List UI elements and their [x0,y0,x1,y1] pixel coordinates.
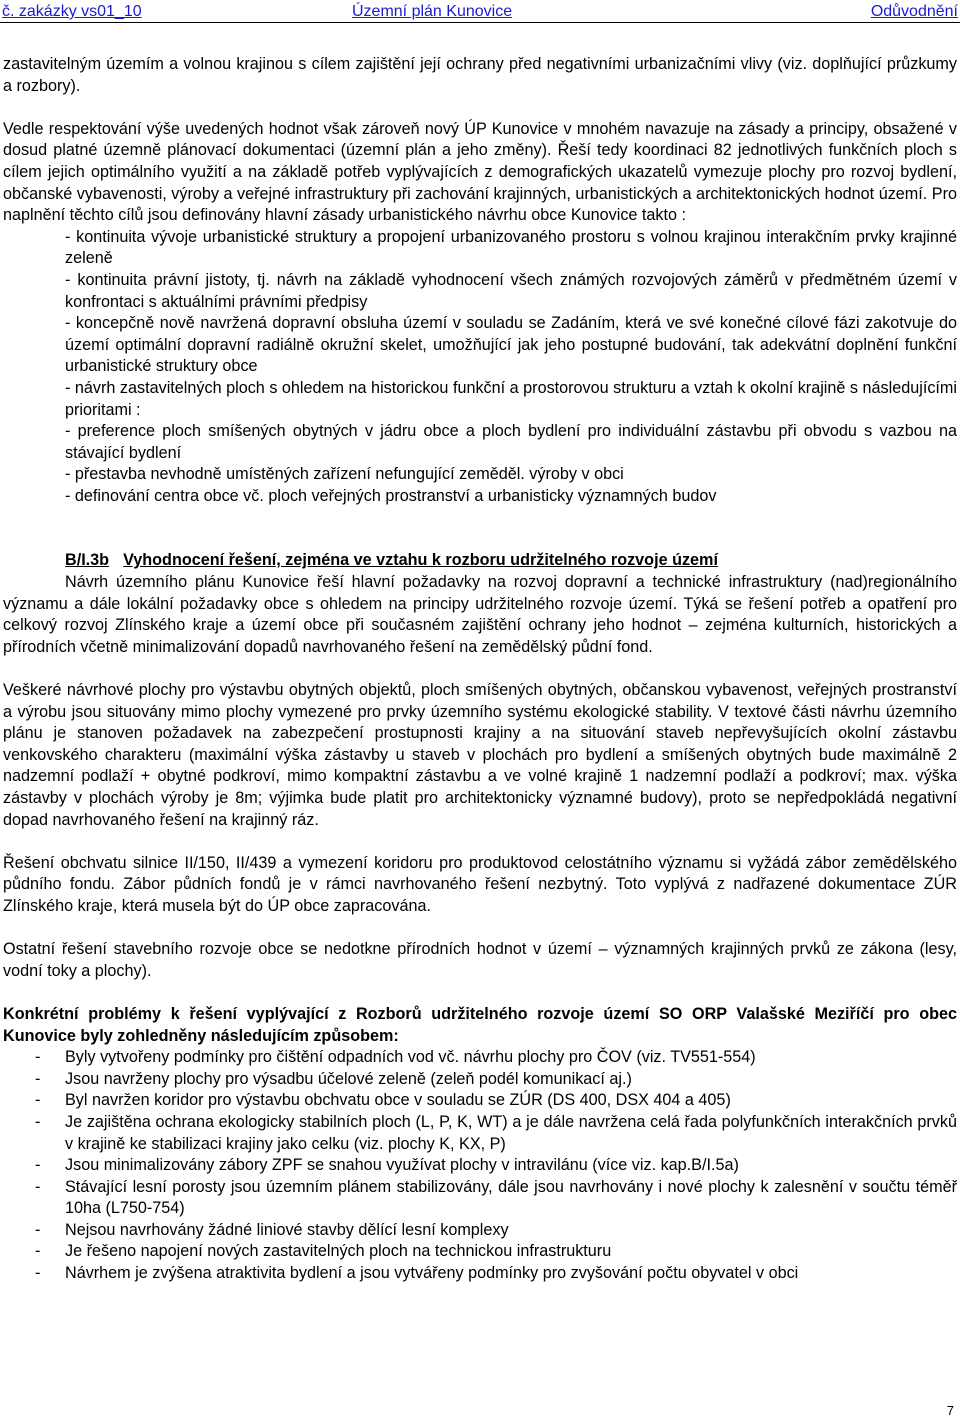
header-order-number: č. zakázky vs01_10 [2,3,142,20]
paragraph-navrh: Návrh územního plánu Kunovice řeší hlavní požadavky na rozvoj dopravní a technické infrastruktury (nad)regionálního významu a dále lokální požadavky obce s ohledem na principy udržitelného rozvoje území. Týká se řešení potřeb a opatření pro celkový rozvoj Zlínského kraje a území obce při současném zajištění ochrany jeho hodnot – zejména kulturních, historických a přírodních včetně minimalizování dopadů navrhovaného řešení na zemědělský půdní fond. [3,573,957,656]
problems-list [3,1047,957,1285]
bullet-dash: - [35,1220,41,1239]
problem-item: - Byly vytvořeny podmínky pro čištění odpadních vod vč. návrhu plochy pro ČOV (viz. TV551-554) [3,1047,957,1069]
problem-item: - Je řešeno napojení nových zastavitelných ploch na technickou infrastrukturu [3,1241,957,1263]
document-body [3,54,957,1285]
bullet-dash: - [35,1091,41,1110]
page-number: 7 [946,1403,954,1418]
section-number: B/I.3b [65,551,110,570]
paragraph-vedle: Vedle respektování výše uvedených hodnot však zároveň nový ÚP Kunovice v mnohém navazuje na zásady a principy, obsažené v dosud platné územně plánovací dokumentaci (územní plán a jeho změny). Řeší tedy koordinaci 82 jednotlivých funkčních ploch s cílem jejich optimálního využití a na základě potřeb vyplývajících z demografických ukazatelů vymezuje plochy pro rozvoj bydlení, občanské vybavenosti, výroby a veřejné infrastruktury při zachování krajinných, urbanistických a architektonických hodnot území. Pro naplnění těchto cílů jsou definovány hlavní zásady urbanistického návrhu obce Kunovice takto : [3,119,957,225]
section-title: Vyhodnocení řešení, zejména ve vztahu k rozboru udržitelného rozvoje území [123,551,718,570]
priority-item: - preference ploch smíšených obytných v jádru obce a ploch bydlení pro individuální zástavbu při obvodu s vazbou na stávající bydlení [65,422,957,462]
paragraph-ostatni: Ostatní řešení stavebního rozvoje obce se nedotkne přírodních hodnot v území – významných krajinných prvků ze zákona (lesy, vodní toky a plochy). [3,940,957,980]
problem-item: - Byl navržen koridor pro výstavbu obchvatu obce v souladu se ZÚR (DS 400, DSX 404 a 405) [3,1090,957,1112]
priority-item: - přestavba nevhodně umístěných zařízení nefungující zeměděl. výroby v obci [65,465,624,484]
bullet-dash: - [35,1069,41,1088]
bullet-dash: - [35,1156,41,1175]
header-section-name: Odůvodnění [870,3,958,20]
paragraph-veskere: Veškeré návrhové plochy pro výstavbu obytných objektů, ploch smíšených obytných, občanskou vybavenost, veřejných prostranství a výrobu jsou situovány mimo plochy vymezené pro prvky územního systému ekologické stability. V textové části návrhu územního plánu je stanoven požadavek na zabezpečení prostupnosti krajiny a na situování staveb nepřevyšujících okolní zástavbu venkovského charakteru (maximální výška zástavby u staveb v plochách pro bydlení a smíšených obytných bude maximálně 2 nadzemní podlaží + obytné podkroví, mimo kompaktní zástavbu a ve volné krajině 1 nadzemní podlaží a podkroví; max. výška zástavby v plochách výroby je 8m; výjimka bude platit pro architektonicky významné budovy), proto se nepředpokládá negativní dopad navrhovaného řešení na krajinný ráz. [3,681,957,829]
problem-item: - Nejsou navrhovány žádné liniové stavby dělící lesní komplexy [3,1220,957,1242]
principles-list [3,227,957,508]
header-rule [0,22,960,23]
principle-item: - koncepčně nově navržená dopravní obsluha území v souladu se Zadáním, která ve své konečné cílové fázi zakotvuje do území optimální dopravní radiálně okružní skelet, umožňující jak jeho postupné budování, tak adekvátní doplnění funkční urbanistické struktury obce [65,314,957,376]
principle-item: - kontinuita vývoje urbanistické struktury a propojení urbanizovaného prostoru s volnou krajinou interakčním prvky krajinné zeleně [65,227,957,268]
header-document-title: Územní plán Kunovice [352,3,513,20]
bullet-dash: - [35,1177,41,1196]
principle-item: - návrh zastavitelných ploch s ohledem na historickou funkční a prostorovou strukturu a vztah k okolní krajině s následujícími prioritami : [65,378,957,419]
problem-item: - Návrhem je zvýšena atraktivita bydlení a jsou vytvářeny podmínky pro zvyšování počtu obyvatel v obci [3,1263,957,1285]
problem-item: - Stávající lesní porosty jsou územním plánem stabilizovány, dále jsou navrhovány i nové plochy k zalesnění v součtu téměř 10ha (L750-754) [35,1177,957,1218]
bullet-dash: - [35,1264,41,1283]
problem-item: - Jsou minimalizovány zábory ZPF se snahou využívat plochy v intravilánu (více viz. kap.B/I.5a) [3,1155,957,1177]
problems-heading: Konkrétní problémy k řešení vyplývající z Rozborů udržitelného rozvoje území SO ORP Valašské Meziříčí pro obec Kunovice byly zohledněny následujícím způsobem: [3,1004,957,1045]
bullet-dash: - [35,1112,41,1131]
priority-item: - definování centra obce vč. ploch veřejných prostranství a urbanisticky významných budov [65,486,717,505]
section-heading [65,550,957,572]
bullet-dash: - [35,1048,41,1067]
intro-continued-paragraph: zastavitelným územím a volnou krajinou s cílem zajištění její ochrany před negativními urbanizačními vlivy (viz. doplňující průzkumy a rozbory). [3,55,957,95]
problem-item: - Jsou navrženy plochy pro výsadbu účelové zeleně (zeleň podél komunikací aj.) [3,1069,957,1091]
problem-item: - Je zajištěna ochrana ekologicky stabilních ploch (L, P, K, WT) a je dále navržena celá řada polyfunkčních interakčních prvků v krajině ke stabilizaci krajiny jako celku (viz. plochy K, KX, P) [35,1112,957,1153]
paragraph-reseni: Řešení obchvatu silnice II/150, II/439 a vymezení koridoru pro produktovod celostátního významu si vyžádá zábor zemědělského půdního fondu. Zábor půdních fondů je v rámci navrhovaného řešení nezbytný. Toto vyplývá z nadřazené dokumentace ZÚR Zlínského kraje, která musela být do ÚP obce zapracována. [3,853,957,915]
principle-item: - kontinuita právní jistoty, tj. návrh na základě vyhodnocení všech známých rozvojových záměrů v předmětném území v konfrontaci s aktuálními právními předpisy [65,270,957,311]
page-header [0,0,960,22]
bullet-dash: - [35,1242,41,1261]
